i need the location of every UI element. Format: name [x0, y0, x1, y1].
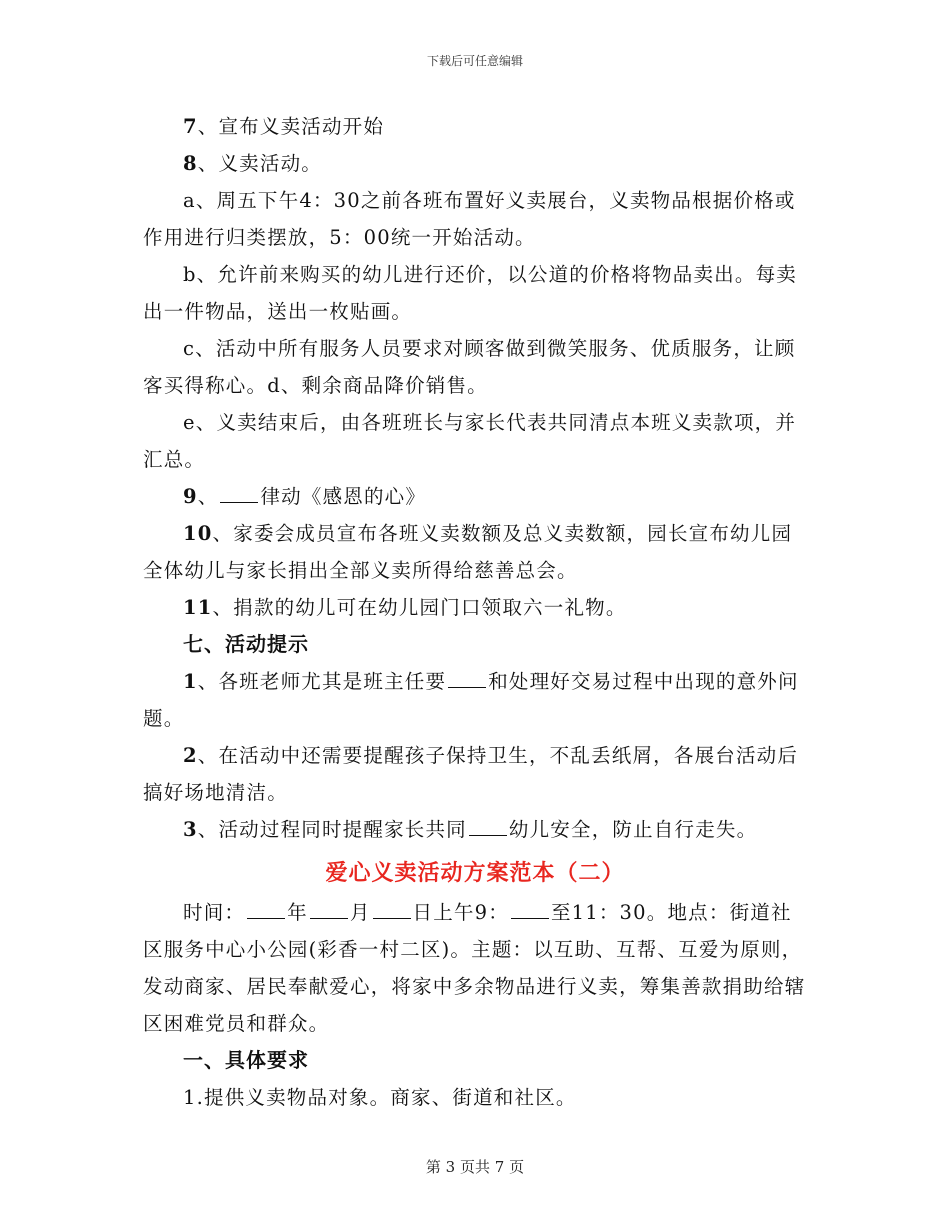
item-text: 、在活动中还需要提醒孩子保持卫生，不乱丢纸屑，各展台活动后搞好场地清洁。: [143, 744, 799, 804]
item-number: 1: [183, 670, 198, 693]
intro-text: 日上午9：: [412, 901, 509, 924]
fill-blank: [220, 484, 258, 503]
item-9: [143, 478, 807, 515]
item-8: [143, 145, 807, 182]
item-text: 、义卖活动。: [197, 152, 322, 175]
fill-blank: [511, 900, 549, 919]
fill-blank: [448, 669, 486, 688]
fill-blank: [247, 900, 285, 919]
item-number: 10: [183, 522, 213, 545]
document-body: [143, 108, 807, 1116]
item-text-post: 和处理好交易过程中出现的意外问题。: [143, 670, 799, 730]
requirement-1: 1.提供义卖物品对象。商家、街道和社区。: [183, 1086, 577, 1109]
item-11: [143, 589, 807, 626]
item-10: [143, 515, 807, 589]
intro-text: 至11：30。地点：街道社区服务中心小公园(彩香一村二区)。主题：以互助、互帮、互爱为原则，发动商家、居民奉献爱心，将家中多余物品进行义卖，筹集善款捐助给辖区困难党员和群众。: [143, 901, 806, 1035]
section-heading-requirements: 一、具体要求: [183, 1048, 309, 1072]
item-number: 11: [183, 596, 213, 619]
item-7: [143, 108, 807, 145]
page-footer: 第 3 页共 7 页: [425, 1158, 525, 1176]
item-text-post: 律动《感恩的心》: [260, 485, 427, 508]
intro-text: 时间：: [183, 901, 246, 924]
intro-text: 月: [349, 901, 371, 924]
item-number: 2: [183, 744, 198, 767]
sub-item-e: e、义卖结束后，由各班班长与家长代表共同清点本班义卖款项，并汇总。: [143, 411, 797, 471]
intro-paragraph: [143, 894, 807, 1042]
tip-2: [143, 737, 807, 811]
item-text-pre: 、: [197, 485, 219, 508]
document-title: 爱心义卖活动方案范本（二）: [325, 860, 625, 886]
item-text: 、家委会成员宣布各班义卖数额及总义卖数额，园长宣布幼儿园全体幼儿与家长捐出全部义卖所得给慈善总会。: [143, 522, 793, 582]
sub-item-a: a、周五下午4：30之前各班布置好义卖展台，义卖物品根据价格或作用进行归类摆放，5：00统一开始活动。: [143, 189, 796, 249]
intro-text: 年: [287, 901, 308, 924]
item-number: 3: [183, 818, 198, 841]
fill-blank: [469, 817, 507, 836]
item-text: 、宣布义卖活动开始: [197, 115, 385, 138]
fill-blank: [373, 900, 411, 919]
fill-blank: [310, 900, 348, 919]
item-number: 9: [183, 485, 198, 508]
item-text-pre: 、活动过程同时提醒家长共同: [197, 818, 467, 841]
tip-1: [143, 663, 807, 737]
tip-3: [143, 811, 807, 848]
item-number: 7: [183, 115, 198, 138]
item-number: 8: [183, 152, 198, 175]
item-text: 、捐款的幼儿可在幼儿园门口领取六一礼物。: [212, 596, 627, 619]
item-text-pre: 、各班老师尤其是班主任要: [197, 670, 447, 693]
sub-item-b: b、允许前来购买的幼儿进行还价，以公道的价格将物品卖出。每卖出一件物品，送出一枚贴画。: [143, 263, 797, 323]
item-text-post: 幼儿安全，防止自行走失。: [508, 818, 758, 841]
section-heading-tips: 七、活动提示: [183, 632, 309, 656]
sub-item-c: c、活动中所有服务人员要求对顾客做到微笑服务、优质服务，让顾客买得称心。d、剩余商品降价销售。: [143, 337, 796, 397]
page-header: 下载后可任意编辑: [426, 54, 523, 68]
